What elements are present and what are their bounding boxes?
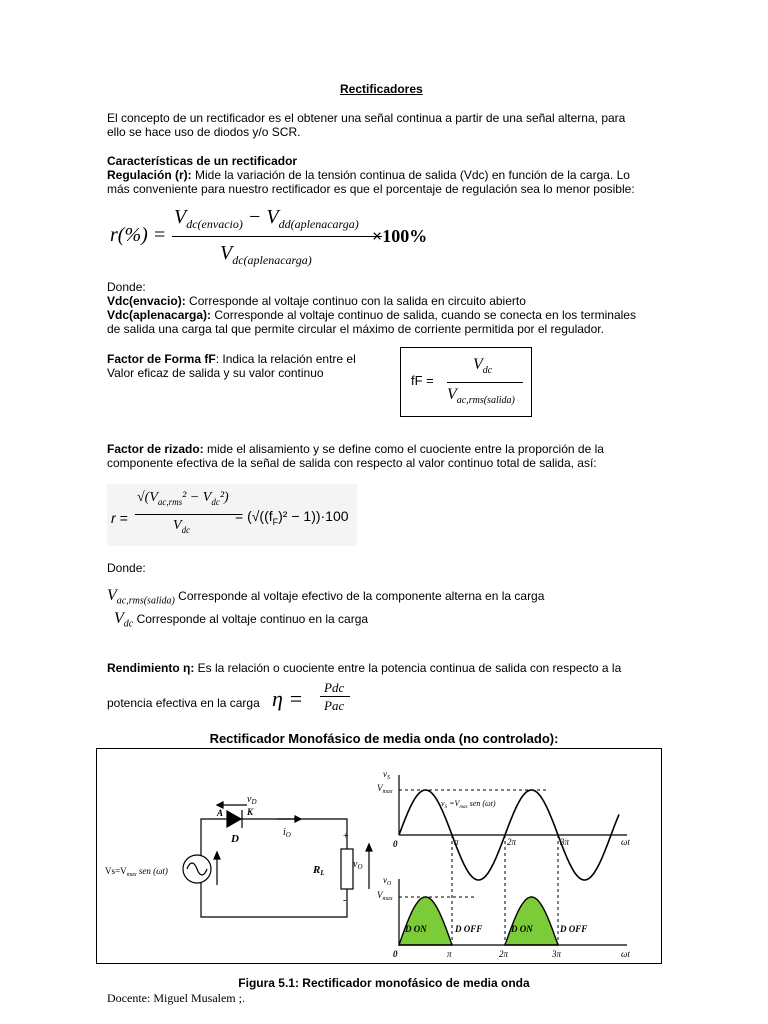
- graph1-equation: $v_S =V_{max}$ sen (ωt): [441, 799, 496, 810]
- label-d-off-1: D OFF: [455, 924, 483, 934]
- regulation-formula-lhs: r(%) =: [110, 224, 167, 246]
- graph1-2pi: 2π: [507, 837, 517, 847]
- efficiency-formula: [272, 680, 362, 716]
- graph2-2pi: 2π: [499, 949, 509, 959]
- label-vs-equation: $Vs=V_{max}$ sen (ωt): [105, 866, 168, 878]
- label-minus: -: [343, 895, 347, 906]
- regulation-text-1: Mide la variación de la tensión continua de salida (Vdc) en función de la carga. Lo: [191, 168, 630, 182]
- graph1-zero: 0: [393, 839, 398, 849]
- form-factor-fraction-line: [447, 382, 523, 383]
- graph1-wt: ωt: [621, 837, 630, 847]
- footer-docente: Docente: Miguel Musalem ;.: [107, 991, 245, 1005]
- efficiency-line-2: potencia efectiva en la carga: [107, 696, 260, 710]
- label-vd: $v_D$: [247, 794, 257, 806]
- graph2-3pi: 3π: [552, 949, 562, 959]
- vo-arrowhead: [366, 844, 372, 851]
- diode-symbol: [227, 811, 241, 827]
- donde-2: Donde:: [107, 561, 146, 575]
- graph-vo: [399, 879, 627, 945]
- graph2-pulse-2: [505, 897, 558, 945]
- ripple-line-1: Factor de rizado: mide el alisamiento y se define como el cuociente entre la proporción de la: [107, 442, 604, 456]
- label-rl: RL: [313, 864, 325, 877]
- page-title: Rectificadores: [340, 82, 423, 96]
- vdc-aplenacarga-def-2: de salida una carga tal que permite circular el máximo de corriente permitida por el regulador.: [107, 322, 604, 336]
- form-factor-numerator: $V_{dc}$: [473, 356, 493, 377]
- graph1-vmax: $V_{max}$: [377, 783, 393, 795]
- eta-symbol: η =: [272, 686, 304, 711]
- regulation-line-2: más conveniente para nuestro rectificador es que el porcentaje de regulación sea lo menor posible:: [107, 182, 635, 196]
- load-resistor: [341, 849, 353, 889]
- graph2-pulse-1: [399, 897, 452, 945]
- regulation-formula: [110, 206, 450, 274]
- graph1-ylabel: $v_S$: [383, 769, 390, 781]
- vdc-aplenacarga-def-1: Vdc(aplenacarga): Corresponde al voltaje continuo de salida, cuando se conecta en los terminales: [107, 308, 636, 322]
- ripple-numerator: $√(V_{ac,rms}^2 - V_{dc}^2)$: [137, 490, 229, 507]
- label-io: $i_O$: [283, 827, 291, 839]
- ripple-denominator: $V_{dc}$: [173, 518, 191, 535]
- graph2-ylabel: $v_O$: [383, 875, 392, 887]
- intro-line-2: ello se hace uso de diodos y/o SCR.: [107, 125, 301, 139]
- label-d-off-2: D OFF: [560, 924, 588, 934]
- regulation-fraction-line: [172, 236, 382, 237]
- figure-caption: Figura 5.1: Rectificador monofásico de media onda: [238, 976, 530, 990]
- efficiency-numerator: Pdc: [324, 680, 345, 695]
- vs-arrowhead: [214, 852, 220, 859]
- donde-1: Donde:: [107, 280, 146, 294]
- graph1-pi: π: [454, 837, 459, 847]
- section-title: Rectificador Monofásico de media onda (no controlado):: [209, 731, 559, 746]
- form-factor-line-1: Factor de Forma fF: Indica la relación entre el: [107, 352, 356, 366]
- ripple-fraction-line: [135, 514, 241, 515]
- label-diode: D: [231, 833, 239, 845]
- regulation-line-1: [107, 168, 630, 182]
- label-d-on-2: D ON: [511, 924, 533, 934]
- ripple-rhs: = $(√((f_F)^2 - 1))\cdot 100$: [235, 508, 349, 527]
- ripple-lhs: r =: [111, 510, 128, 526]
- vac-rms-def: $V_{ac,rms(salida)}$ Corresponde al voltaje efectivo de la componente alterna en la carga: [107, 587, 545, 607]
- io-arrowhead: [295, 816, 301, 822]
- regulation-formula-tail: ×100%: [372, 226, 428, 246]
- efficiency-denominator: Pac: [324, 698, 345, 713]
- figure-svg: [97, 749, 661, 963]
- regulation-formula-denominator: $V_{dc(aplenacarga)}$: [220, 242, 312, 267]
- efficiency-line-1: Rendimiento η: Es la relación o cuociente entre la potencia continua de salida con respecto a la: [107, 661, 622, 675]
- label-plus: +: [343, 831, 349, 842]
- form-factor-formula-box: [400, 347, 532, 417]
- form-factor-line-2: Valor eficaz de salida y su valor continuo: [107, 366, 324, 380]
- circuit-wires: [201, 819, 347, 917]
- graph2-pi: π: [447, 949, 452, 959]
- figure-half-wave-rectifier: [96, 748, 662, 964]
- characteristics-heading: Características de un rectificador: [107, 154, 298, 168]
- form-factor-lhs: fF =: [411, 373, 434, 388]
- graph2-zero: 0: [393, 949, 398, 959]
- ripple-line-2: componente efectiva de la señal de salida con respecto al valor continuo total de salida, así:: [107, 456, 597, 470]
- form-factor-denominator: $V_{ac,rms(salida)}$: [447, 386, 515, 407]
- graph2-wt: ωt: [621, 949, 630, 959]
- efficiency-fraction-line: [320, 696, 350, 697]
- label-vo-circuit: $v_O$: [353, 859, 363, 871]
- graph1-3pi: 3π: [560, 837, 570, 847]
- graph2-vmax: $V_{max}$: [377, 890, 393, 902]
- vdc-envacio-def: Vdc(envacio): Corresponde al voltaje continuo con la salida en circuito abierto: [107, 294, 526, 308]
- regulation-label: Regulación (r):: [107, 168, 192, 182]
- regulation-formula-numerator: $V_{dc(envacio)} - V_{dd(aplenacarga)}$: [174, 206, 359, 231]
- label-anode: A: [217, 808, 224, 818]
- vdc-def: $V_{dc}$ Corresponde al voltaje continuo en la carga: [114, 610, 369, 630]
- label-cathode: K: [247, 807, 254, 817]
- label-d-on-1: D ON: [405, 924, 427, 934]
- intro-line-1: El concepto de un rectificador es el obtener una señal continua a partir de una señal alterna, para: [107, 111, 626, 125]
- ripple-formula: [107, 484, 357, 546]
